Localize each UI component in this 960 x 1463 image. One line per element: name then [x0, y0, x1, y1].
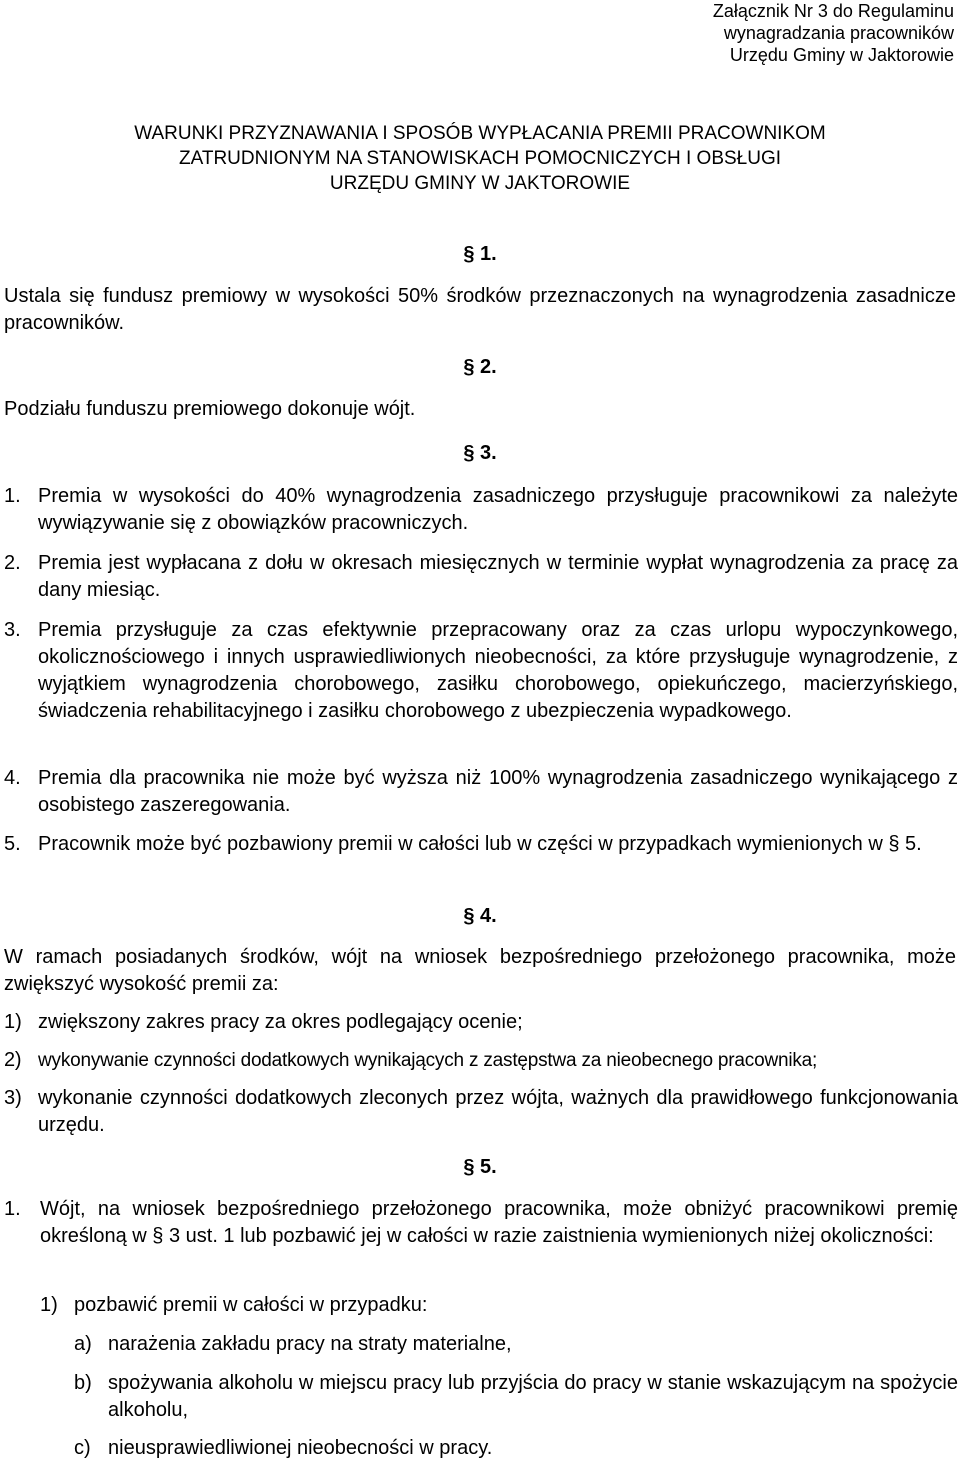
item-text: Premia jest wypłacana z dołu w okresach miesięcznych w terminie wypłat wynagrodzenia za pracę za dany miesiąc.	[38, 552, 958, 601]
item-number: 1.	[4, 1198, 21, 1220]
document-title	[0, 121, 960, 196]
item-text: pozbawić premii w całości w przypadku:	[74, 1294, 428, 1316]
section-3-heading: § 3.	[463, 442, 497, 464]
section-5-heading: § 5.	[463, 1156, 497, 1178]
item-number: 2)	[4, 1049, 22, 1071]
section-3-item	[4, 483, 958, 537]
item-text: zwiększony zakres pracy za okres podlegający ocenie;	[38, 1011, 523, 1033]
item-text: Wójt, na wniosek bezpośredniego przełożonego pracownika, może obniżyć pracownikowi premię określoną w § 3 ust. 1 lub pozbawić jej w całości w razie zaistnienia wymienionych niżej okoliczności:	[40, 1198, 958, 1247]
section-1-heading: § 1.	[463, 243, 497, 265]
section-4-item	[4, 1047, 958, 1074]
section-4-item	[4, 1085, 958, 1139]
item-number: 1)	[40, 1294, 58, 1316]
item-text: Premia w wysokości do 40% wynagrodzenia zasadniczego przysługuje pracownikowi za należyte wywiązywanie się z obowiązków pracowniczych.	[38, 485, 958, 534]
item-number: 5.	[4, 833, 21, 855]
item-text: wykonanie czynności dodatkowych zleconych przez wójta, ważnych dla prawidłowego funkcjonowania urzędu.	[38, 1087, 958, 1136]
item-text: Premia dla pracownika nie może być wyższa niż 100% wynagrodzenia zasadniczego wynikającego z osobistego zaszeregowania.	[38, 767, 958, 816]
title-line-3: URZĘDU GMINY W JAKTOROWIE	[329, 173, 631, 194]
section-5-item	[4, 1196, 958, 1250]
section-1-text: Ustala się fundusz premiowy w wysokości 50% środków przeznaczonych na wynagrodzenia zasadnicze pracowników.	[4, 285, 956, 334]
item-number: 3)	[4, 1087, 22, 1109]
section-5-letter-item	[74, 1435, 958, 1462]
section-2-heading: § 2.	[463, 356, 497, 378]
item-number: c)	[74, 1437, 91, 1459]
item-number: 1)	[4, 1011, 22, 1033]
annex-line-3: Urzędu Gminy w Jaktorowie	[729, 45, 954, 65]
item-text: Premia przysługuje za czas efektywnie przepracowany oraz za czas urlopu wypoczynkowego, okolicznościowego i innych usprawiedliwionych nieobecności, za które przysługuje wynagrodzenie, z wyjątkiem wynagrodzenia chorobowego, zasiłku chorobowego, opiekuńczego, macierzyńskiego, świadczenia rehabilitacyjnego i zasiłku chorobowego z ubezpieczenia wypadkowego.	[38, 619, 958, 722]
section-4-item	[4, 1009, 958, 1036]
item-number: 1.	[4, 485, 21, 507]
section-3-item	[4, 831, 958, 858]
annex-header	[713, 0, 954, 66]
section-5-letter-item	[74, 1331, 958, 1358]
item-text: spożywania alkoholu w miejscu pracy lub przyjścia do pracy w stanie wskazującym na spożycie alkoholu,	[108, 1372, 958, 1421]
item-text: wykonywanie czynności dodatkowych wynikających z zastępstwa za nieobecnego pracownika;	[38, 1050, 818, 1071]
annex-line-1: Załącznik Nr 3 do Regulaminu	[712, 1, 954, 21]
item-text: Pracownik może być pozbawiony premii w całości lub w części w przypadkach wymienionych w § 5.	[38, 833, 922, 855]
item-text: nieusprawiedliwionej nieobecności w pracy.	[108, 1437, 493, 1459]
item-number: b)	[74, 1372, 92, 1394]
section-5-letter-item	[74, 1370, 958, 1424]
section-2-text: Podziału funduszu premiowego dokonuje wójt.	[4, 398, 416, 420]
title-line-1: WARUNKI PRZYZNAWANIA I SPOSÓB WYPŁACANIA PREMII PRACOWNIKOM	[134, 123, 826, 144]
section-5-subitem	[40, 1292, 954, 1319]
section-3-item	[4, 550, 958, 604]
section-3-item	[4, 765, 958, 819]
item-number: a)	[74, 1333, 92, 1355]
item-text: narażenia zakładu pracy na straty materialne,	[108, 1333, 512, 1355]
annex-line-2: wynagradzania pracowników	[723, 23, 954, 43]
section-4-intro: W ramach posiadanych środków, wójt na wniosek bezpośredniego przełożonego pracownika, może zwiększyć wysokość premii za:	[4, 946, 956, 995]
section-4-heading: § 4.	[463, 905, 497, 927]
item-number: 2.	[4, 552, 21, 574]
section-3-item	[4, 617, 958, 725]
item-number: 3.	[4, 619, 21, 641]
item-number: 4.	[4, 767, 21, 789]
title-line-2: ZATRUDNIONYM NA STANOWISKACH POMOCNICZYCH I OBSŁUGI	[178, 148, 782, 169]
